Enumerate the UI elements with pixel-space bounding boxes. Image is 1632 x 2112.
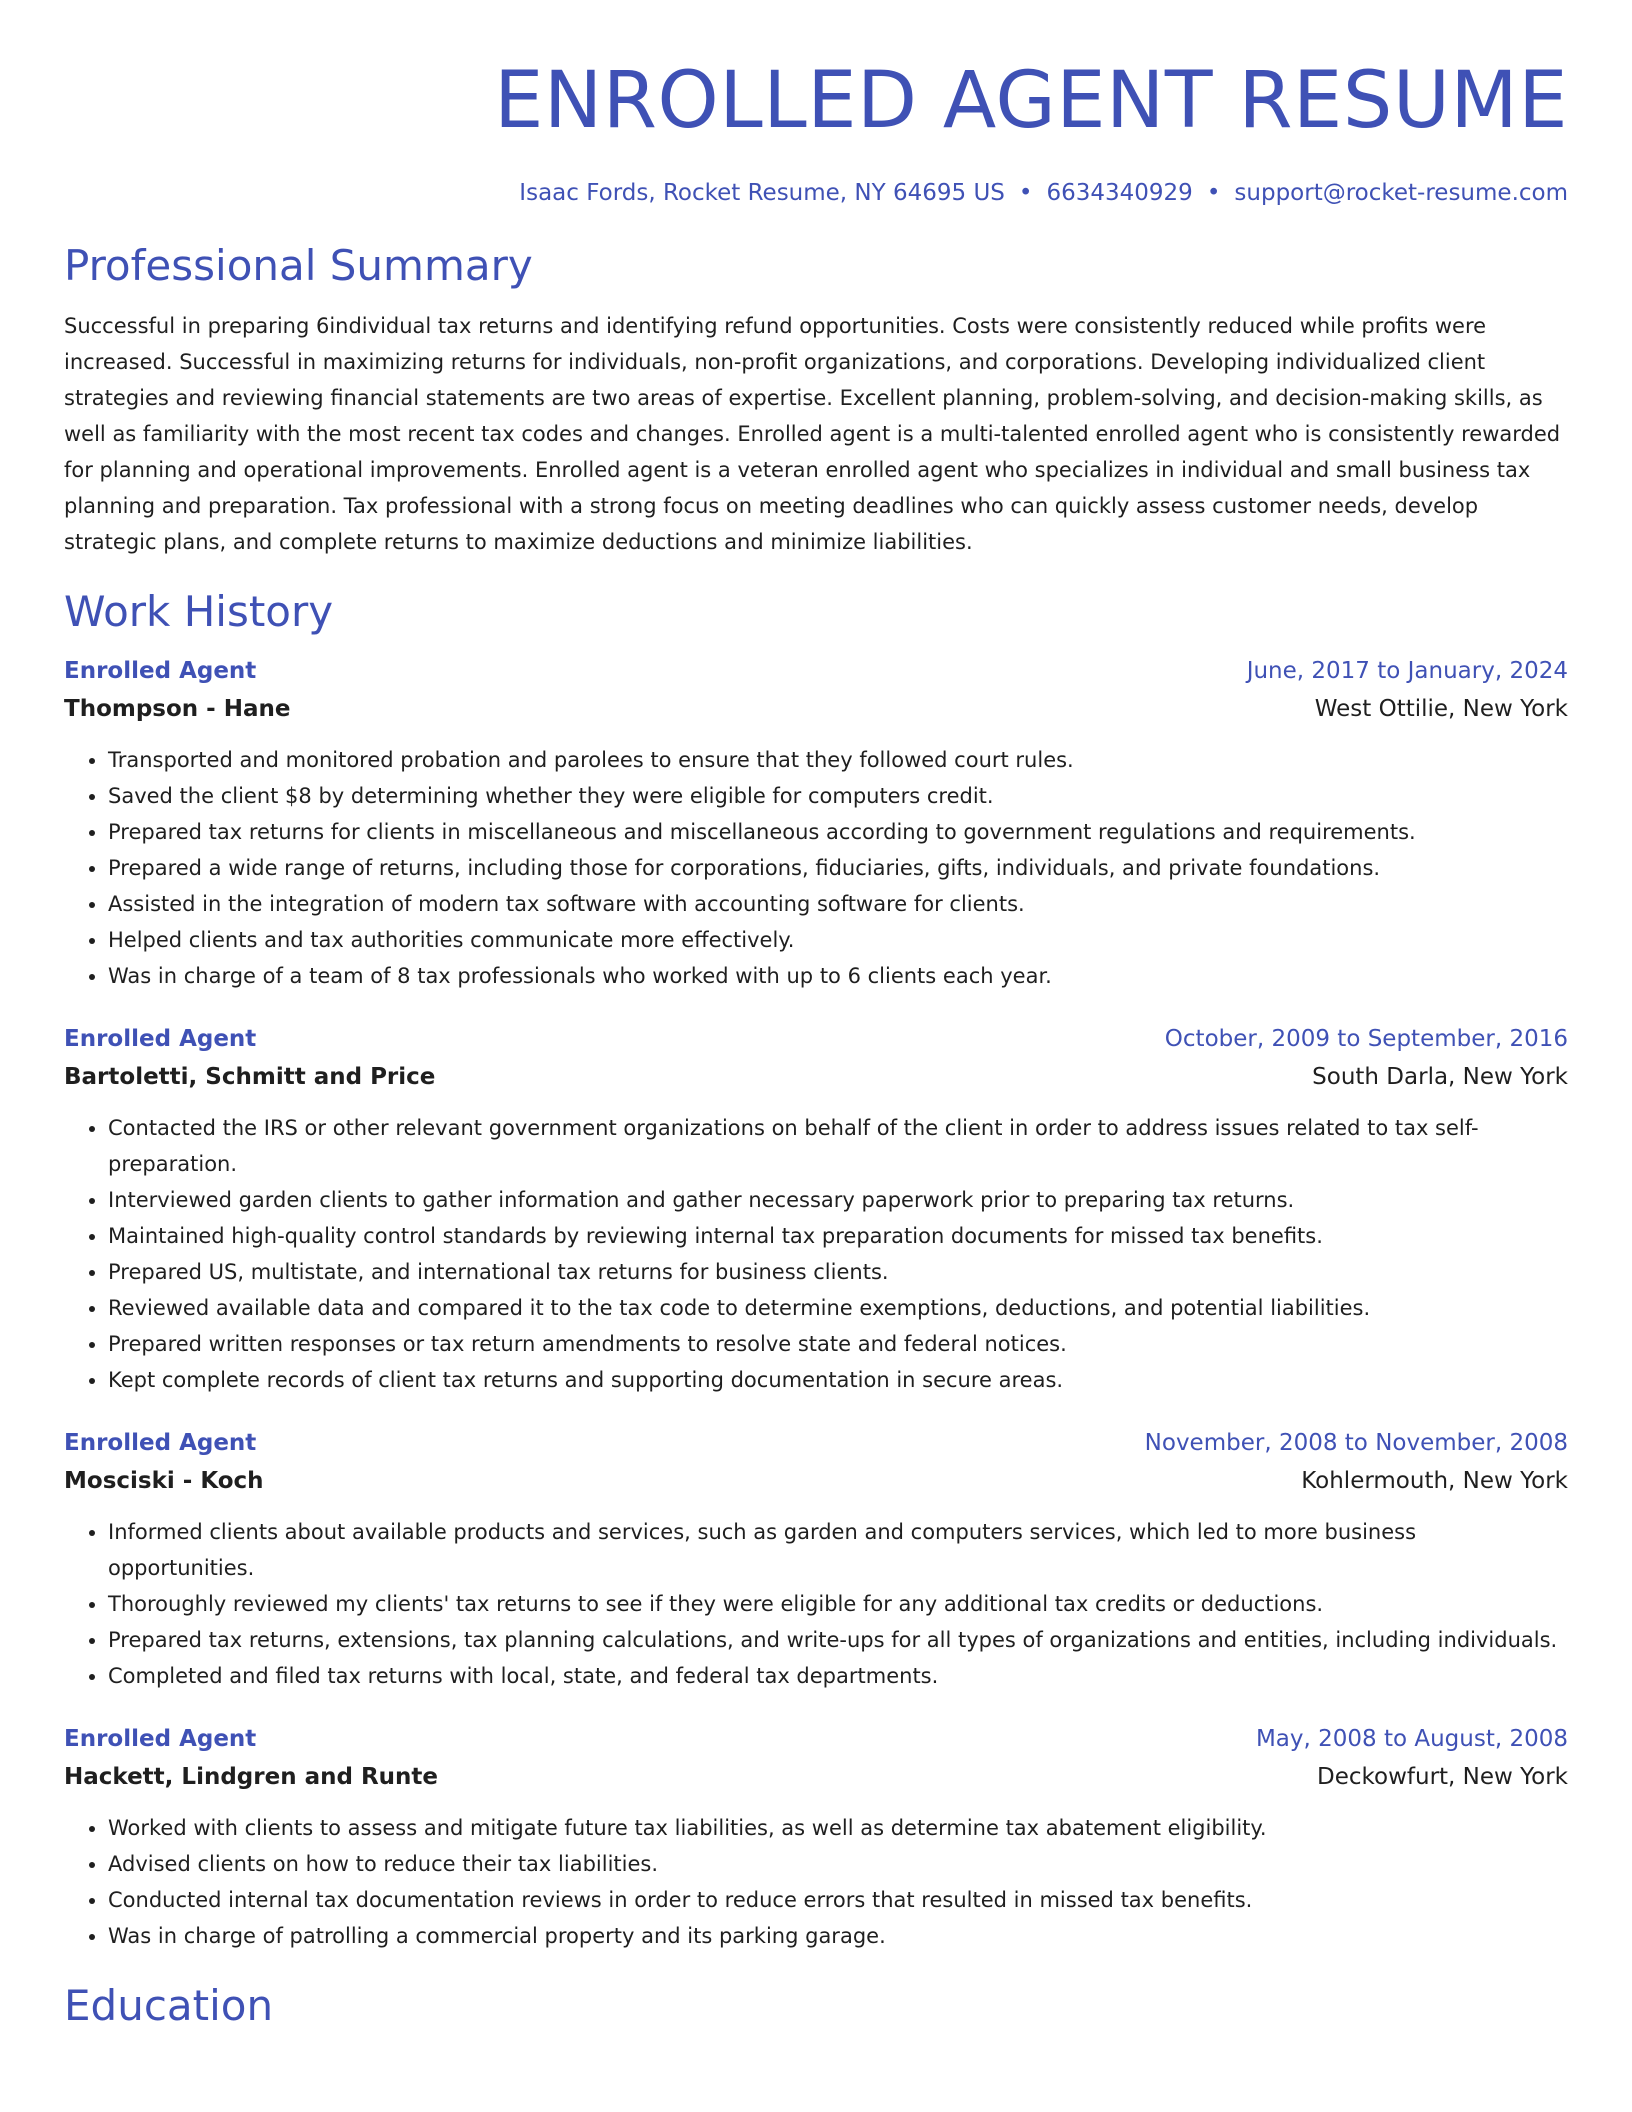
- job-dates: October, 2009 to September, 2016: [1164, 1026, 1568, 1052]
- job-location: West Ottilie, New York: [1314, 696, 1568, 722]
- job-dates: May, 2008 to August, 2008: [1255, 1726, 1568, 1752]
- bullet-item: • Prepared written responses or tax return amendments to resolve state and federal notices.: [108, 1326, 1568, 1362]
- job-entry: [64, 1720, 1568, 1954]
- job-entry: [64, 1424, 1568, 1694]
- bullet-item: • Completed and filed tax returns with local, state, and federal tax departments.: [108, 1658, 1568, 1694]
- bullet-item: • Prepared tax returns, extensions, tax planning calculations, and write-ups for all types of organizations and entities, including individuals.: [108, 1622, 1568, 1658]
- job-company: Mosciski - Koch: [64, 1468, 264, 1494]
- job-title: Enrolled Agent: [64, 1430, 257, 1456]
- job-entry: [64, 652, 1568, 994]
- resume-header: [64, 0, 1568, 208]
- job-bullets: [64, 1110, 1568, 1398]
- job-bullets: [64, 1514, 1568, 1694]
- bullet-item: • Prepared a wide range of returns, including those for corporations, fiduciaries, gifts, individuals, and private foundations.: [108, 850, 1568, 886]
- contact-address: Isaac Fords, Rocket Resume, NY 64695 US: [519, 180, 1005, 206]
- bullet-item: • Thoroughly reviewed my clients' tax returns to see if they were eligible for any additional tax credits or deductions.: [108, 1586, 1568, 1622]
- job-bullets: [64, 742, 1568, 994]
- job-title: Enrolled Agent: [64, 1726, 257, 1752]
- job-company: Hackett, Lindgren and Runte: [64, 1764, 438, 1790]
- job-dates: June, 2017 to January, 2024: [1246, 658, 1568, 684]
- resume-title: ENROLLED AGENT RESUME: [494, 56, 1568, 146]
- bullet-item: • Advised clients on how to reduce their tax liabilities.: [108, 1846, 1568, 1882]
- job-bullets: [64, 1810, 1568, 1954]
- work-history-heading: Work History: [64, 587, 334, 636]
- bullet-item: • Reviewed available data and compared it to the tax code to determine exemptions, deductions, and potential liabilities.: [108, 1290, 1568, 1326]
- job-location: Deckowfurt, New York: [1317, 1764, 1568, 1790]
- bullet-item: • Kept complete records of client tax returns and supporting documentation in secure areas.: [108, 1362, 1568, 1398]
- education-heading: Education: [64, 1981, 274, 2030]
- contact-line: [64, 178, 1568, 208]
- bullet-item: • Informed clients about available products and services, such as garden and computers services, which led to more business opportunities.: [108, 1514, 1568, 1586]
- job-location: South Darla, New York: [1312, 1064, 1568, 1090]
- job-title: Enrolled Agent: [64, 1026, 257, 1052]
- contact-separator: •: [1206, 180, 1221, 206]
- job-company: Bartoletti, Schmitt and Price: [64, 1064, 436, 1090]
- bullet-item: • Maintained high-quality control standards by reviewing internal tax preparation documents for missed tax benefits.: [108, 1218, 1568, 1254]
- bullet-item: • Transported and monitored probation and parolees to ensure that they followed court rules.: [108, 742, 1568, 778]
- job-title: Enrolled Agent: [64, 658, 257, 684]
- bullet-item: • Helped clients and tax authorities communicate more effectively.: [108, 922, 1568, 958]
- bullet-item: • Contacted the IRS or other relevant government organizations on behalf of the client in order to address issues related to tax self-preparation.: [108, 1110, 1568, 1182]
- bullet-item: • Was in charge of a team of 8 tax professionals who worked with up to 6 clients each year.: [108, 958, 1568, 994]
- bullet-item: • Interviewed garden clients to gather information and gather necessary paperwork prior to preparing tax returns.: [108, 1182, 1568, 1218]
- job-dates: November, 2008 to November, 2008: [1144, 1430, 1568, 1456]
- bullet-item: • Worked with clients to assess and mitigate future tax liabilities, as well as determine tax abatement eligibility.: [108, 1810, 1568, 1846]
- contact-separator: •: [1018, 180, 1033, 206]
- summary-heading: Professional Summary: [64, 241, 533, 290]
- contact-phone: 6634340929: [1046, 180, 1193, 206]
- contact-email[interactable]: support@rocket-resume.com: [1234, 180, 1568, 206]
- bullet-item: • Prepared US, multistate, and international tax returns for business clients.: [108, 1254, 1568, 1290]
- bullet-item: • Was in charge of patrolling a commercial property and its parking garage.: [108, 1918, 1568, 1954]
- summary-text: Successful in preparing 6individual tax returns and identifying refund opportunities. Costs were consistently reduced while profits were increased. Successful in maximizing returns for individuals, non-profit organizations, and corporations. Developing individualized client strategies and reviewing financial statements are two areas of expertise. Excellent planning, problem-solving, and decision-making skills, as well as familiarity with the most recent tax codes and changes. Enrolled agent is a multi-talented enrolled agent who is consistently rewarded for planning and operational improvements. Enrolled agent is a veteran enrolled agent who specializes in individual and small business tax planning and preparation. Tax professional with a strong focus on meeting deadlines who can quickly assess customer needs, develop strategic plans, and complete returns to maximize deductions and minimize liabilities.: [64, 314, 1561, 554]
- job-entry: [64, 1020, 1568, 1398]
- job-location: Kohlermouth, New York: [1301, 1468, 1568, 1494]
- bullet-item: • Conducted internal tax documentation reviews in order to reduce errors that resulted in missed tax benefits.: [108, 1882, 1568, 1918]
- bullet-item: • Saved the client $8 by determining whether they were eligible for computers credit.: [108, 778, 1568, 814]
- bullet-item: • Assisted in the integration of modern tax software with accounting software for clients.: [108, 886, 1568, 922]
- job-company: Thompson - Hane: [64, 696, 291, 722]
- bullet-item: • Prepared tax returns for clients in miscellaneous and miscellaneous according to government regulations and requirements.: [108, 814, 1568, 850]
